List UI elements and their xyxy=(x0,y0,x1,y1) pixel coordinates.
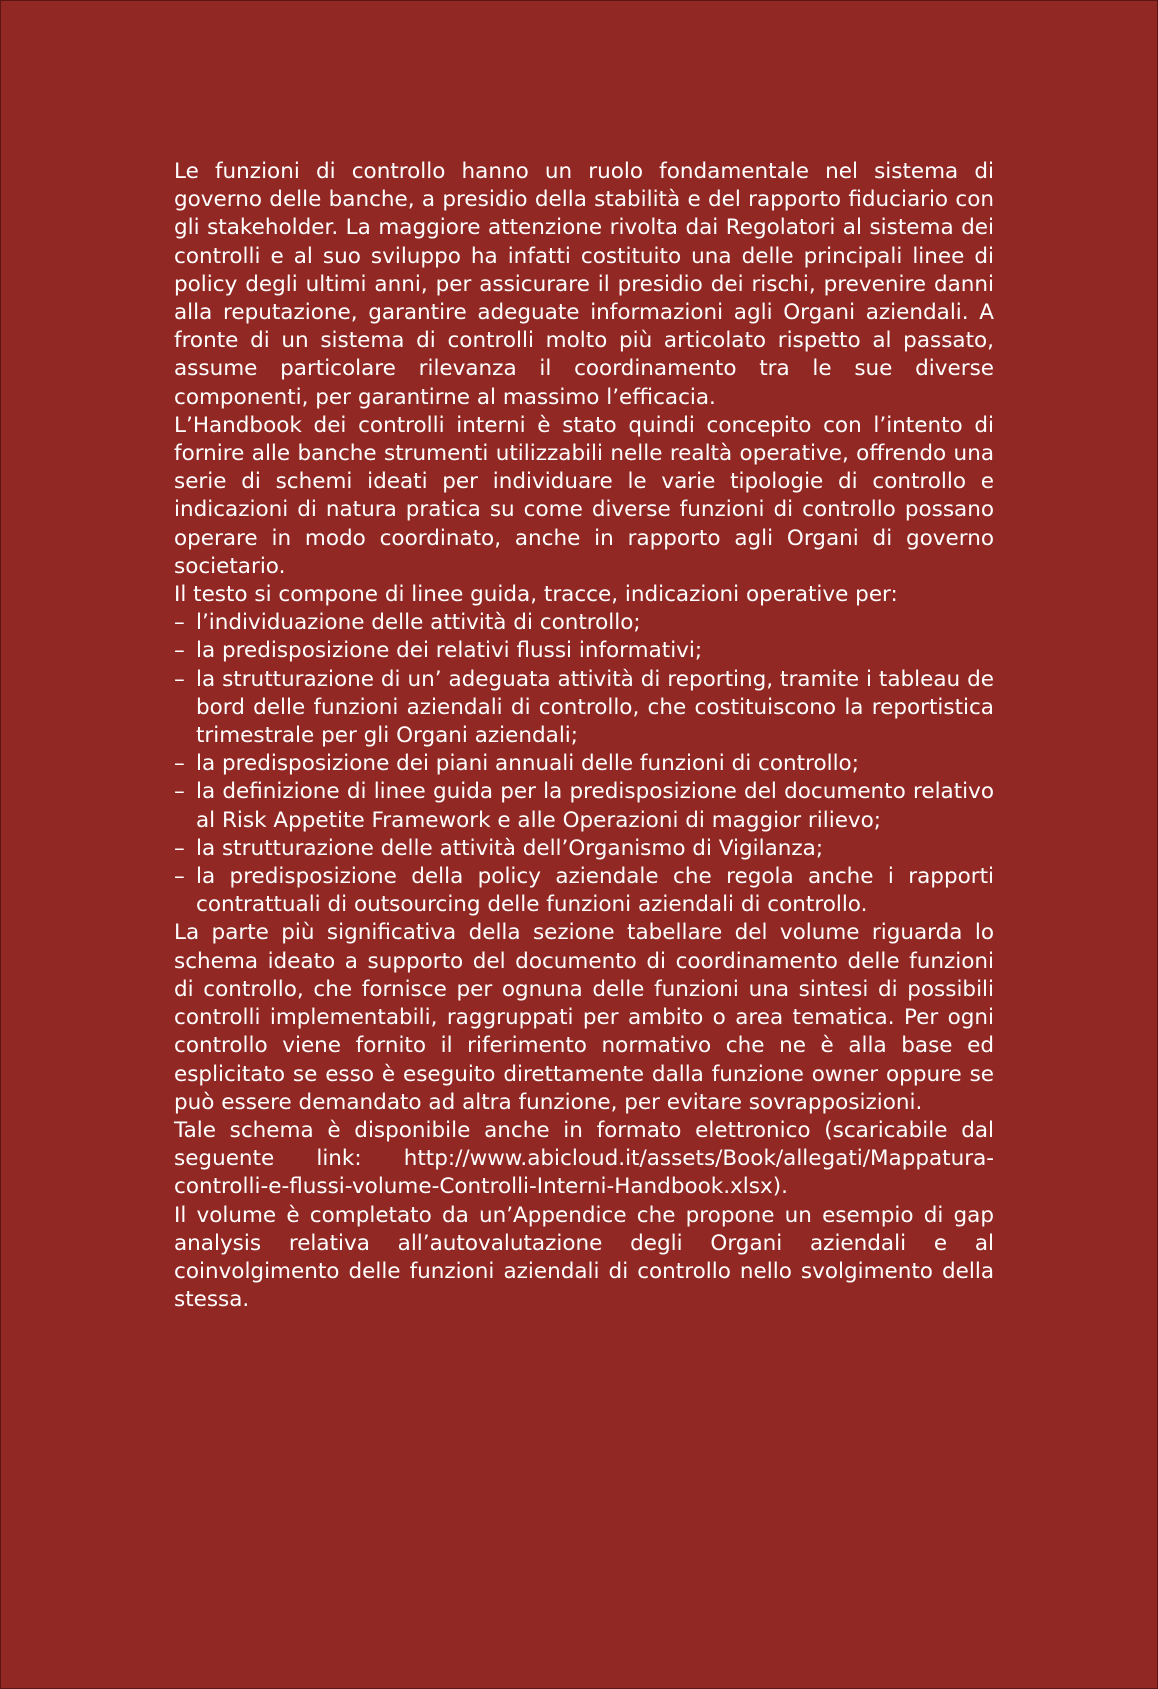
dash-icon: – xyxy=(174,638,185,664)
list-item-text: la strutturazione delle attività dell’Organismo di Vigilanza; xyxy=(196,835,824,861)
paragraph-appendix: Il volume è completato da un’Appendice che propone un esempio di gap analysis relativa all’autovalutazione degli Organi aziendali e al coinvolgimento delle funzioni aziendali di controllo nello svolgimento della stessa. xyxy=(174,1202,994,1313)
dash-icon: – xyxy=(174,610,185,636)
list-item-text: la predisposizione dei relativi flussi informativi; xyxy=(196,638,703,664)
cover-text xyxy=(174,158,994,1314)
list-item-text: la predisposizione della policy aziendale che regola anche i rapporti contrattuali di outsourcing delle funzioni aziendali di controllo. xyxy=(196,864,994,918)
paragraph-download: Tale schema è disponibile anche in formato elettronico (scaricabile dal seguente link: http://www.abicloud.it/assets/Book/allegati/Mappatura-controlli-e-flussi-volume-Controlli-Interni-Handbook.xlsx). xyxy=(174,1117,994,1200)
list-item-text: l’individuazione delle attività di controllo; xyxy=(196,610,641,636)
list-item xyxy=(174,637,994,665)
dash-icon: – xyxy=(174,835,185,861)
list-item xyxy=(174,835,994,863)
paragraph-intro: Le funzioni di controllo hanno un ruolo fondamentale nel sistema di governo delle banche, a presidio della stabilità e del rapporto fiduciario con gli stakeholder. La maggiore attenzione rivolta dai Regolatori al sistema dei controlli e al suo sviluppo ha infatti costituito una delle principali linee di policy degli ultimi anni, per assicurare il presidio dei rischi, prevenire danni alla reputazione, garantire adeguate informazioni agli Organi aziendali. A fronte di un sistema di controlli molto più articolato rispetto al passato, assume particolare rilevanza il coordinamento tra le sue diverse componenti, per garantirne al massimo l’efficacia. xyxy=(174,159,994,410)
dash-icon: – xyxy=(174,751,185,777)
dash-icon: – xyxy=(174,864,185,890)
list-item xyxy=(174,609,994,637)
list-item xyxy=(174,863,994,919)
paragraph-handbook: L’Handbook dei controlli interni è stato quindi concepito con l’intento di fornire alle banche strumenti utilizzabili nelle realtà operative, offrendo una serie di schemi ideati per individuare le varie tipologie di controllo e indicazioni di natura pratica su come diverse funzioni di controllo possano operare in modo coordinato, anche in rapporto agli Organi di governo societario. xyxy=(174,412,994,579)
list-item xyxy=(174,666,994,751)
list-item xyxy=(174,750,994,778)
list-item xyxy=(174,778,994,834)
list-item-text: la strutturazione di un’ adeguata attività di reporting, tramite i tableau de bord delle funzioni aziendali di controllo, che costituiscono la reportistica trimestrale per gli Organi aziendali; xyxy=(196,666,994,749)
dash-icon: – xyxy=(174,666,185,692)
paragraph-list-intro: Il testo si compone di linee guida, tracce, indicazioni operative per: xyxy=(174,582,898,608)
paragraph-schema: La parte più significativa della sezione tabellare del volume riguarda lo schema ideato a supporto del documento di coordinamento delle funzioni di controllo, che fornisce per ognuna delle funzioni una sintesi di possibili controlli implementabili, raggruppati per ambito o area tematica. Per ogni controllo viene fornito il riferimento normativo che ne è alla base ed esplicitato se esso è eseguito direttamente dalla funzione owner oppure se può essere demandato ad altra funzione, per evitare sovrapposizioni. xyxy=(174,920,994,1115)
guidelines-list xyxy=(174,609,994,919)
dash-icon: – xyxy=(174,779,185,805)
list-item-text: la definizione di linee guida per la predisposizione del documento relativo al Risk Appetite Framework e alle Operazioni di maggior rilievo; xyxy=(196,779,994,833)
list-item-text: la predisposizione dei piani annuali delle funzioni di controllo; xyxy=(196,751,859,777)
